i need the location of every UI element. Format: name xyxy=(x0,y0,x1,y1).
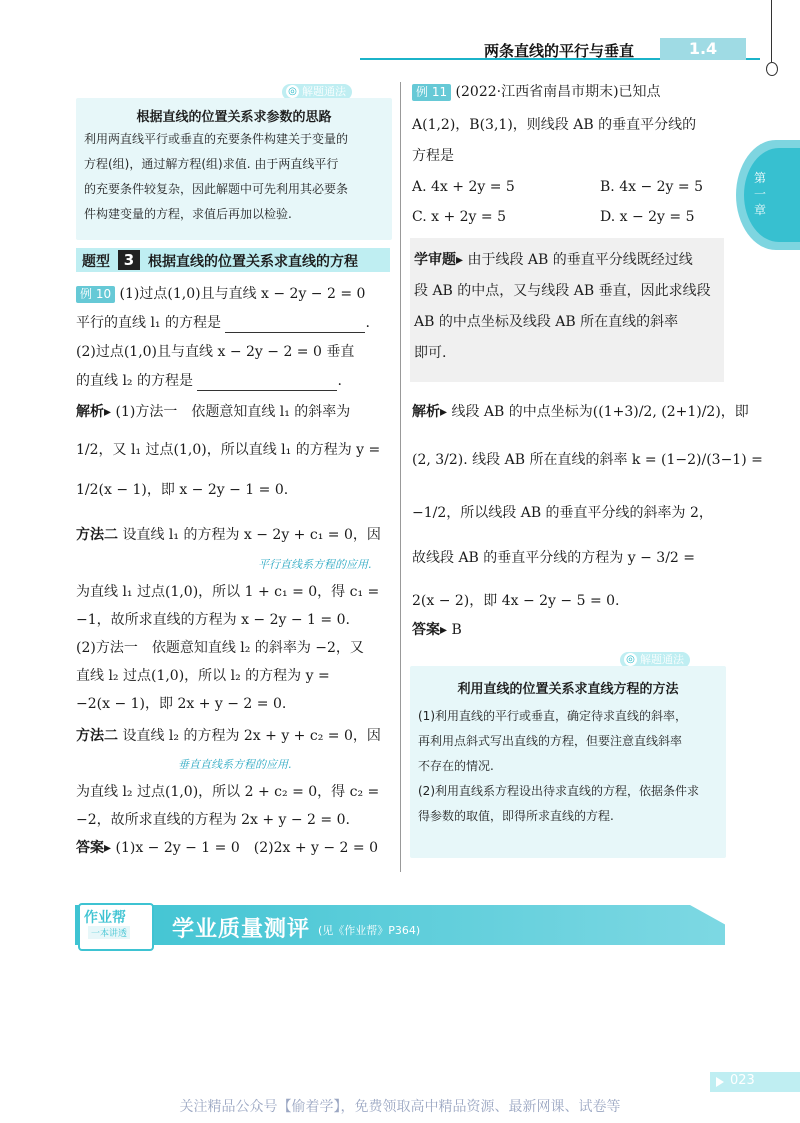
option-c[interactable]: C. x + 2y = 5 xyxy=(412,209,506,225)
example-11-line-3: 方程是 xyxy=(412,148,454,164)
solution-line-2: 1/2，又 l₁ 过点(1,0)，所以直线 l₁ 的方程为 y = xyxy=(76,442,381,458)
solution-label: 解析 xyxy=(76,404,104,420)
tip-line: 得参数的取值，即得所求直线的方程. xyxy=(418,809,614,823)
solution-text: 线段 AB 的中点坐标为((1+3)/2, (2+1)/2)，即 xyxy=(451,404,749,420)
answer-blank[interactable] xyxy=(197,376,337,391)
hanging-ring xyxy=(766,62,778,76)
topic-title: 根据直线的位置关系求直线的方程 xyxy=(148,254,358,270)
solution-text: (1)方法一 依题意知直线 l₁ 的斜率为 xyxy=(115,404,351,420)
example-tag: 例 11 xyxy=(412,84,451,101)
solution-11-line-5: 2(x − 2)，即 4x − 2y − 5 = 0. xyxy=(412,593,620,609)
example-text: 的直线 l₂ 的方程是 xyxy=(76,373,193,389)
solution-text: 设直线 l₁ 的方程为 x − 2y + c₁ = 0，因 xyxy=(122,527,381,543)
tip-icon: ◎ xyxy=(286,85,299,98)
solution-11-line-2: (2, 3/2). 线段 AB 所在直线的斜率 k = (1−2)/(3−1) = xyxy=(412,452,763,468)
example-10-line-4 xyxy=(76,371,342,391)
solution-line-6: −1，故所求直线的方程为 x − 2y − 1 = 0. xyxy=(76,612,350,628)
logo-subtext: 一本讲透 xyxy=(88,926,130,939)
tip-title: 利用直线的位置关系求直线方程的方法 xyxy=(457,682,679,697)
tip-icon: ◎ xyxy=(624,653,637,666)
analysis-line-4: 即可. xyxy=(414,345,447,361)
example-10-line-2 xyxy=(76,313,370,333)
answer-label: 答案 xyxy=(412,622,440,638)
solution-line-3: 1/2(x − 1)，即 x − 2y − 1 = 0. xyxy=(76,482,289,498)
option-d[interactable]: D. x − 2y = 5 xyxy=(600,209,695,225)
solution-line-11: 为直线 l₂ 过点(1,0)，所以 2 + c₂ = 0，得 c₂ = xyxy=(76,784,380,800)
answer-text: (1)x − 2y − 1 = 0 (2)2x + y − 2 = 0 xyxy=(115,840,378,856)
tip-body xyxy=(418,704,722,829)
solution-11-line-1: 解析▸ 线段 AB 的中点坐标为((1+3)/2, (2+1)/2)，即 xyxy=(412,404,749,420)
banner-title: 学业质量测评 xyxy=(172,917,311,942)
example-text: (1)过点(1,0)且与直线 x − 2y − 2 = 0 xyxy=(119,286,366,302)
answer-text: B xyxy=(451,622,462,638)
solution-line-4 xyxy=(76,525,381,545)
answer-11-line: 答案▸ B xyxy=(412,622,462,638)
tip-body xyxy=(84,127,388,227)
section-number: 1.4 xyxy=(660,38,746,60)
analysis-line-1: 学审题▸ 由于线段 AB 的垂直平分线既经过线 xyxy=(414,252,693,268)
solution-line-12: −2，故所求直线的方程为 2x + y − 2 = 0. xyxy=(76,812,350,828)
example-text: (2022·江西省南昌市期末)已知点 xyxy=(455,84,661,100)
solution-11-line-4: 故线段 AB 的垂直平分线的方程为 y − 3/2 = xyxy=(412,550,696,566)
period: . xyxy=(365,315,370,331)
answer-line: 答案▸ (1)x − 2y − 1 = 0 (2)2x + y − 2 = 0 xyxy=(76,840,378,856)
tip-line: (1)利用直线的平行或垂直，确定待求直线的斜率， xyxy=(418,709,687,723)
banner-notch xyxy=(690,905,726,925)
tip-line: 的充要条件较复杂，因此解题中可先利用其必要条 xyxy=(84,182,349,196)
period: . xyxy=(337,373,342,389)
page-arrow-icon xyxy=(716,1077,724,1087)
chapter-label: 第一章 xyxy=(753,171,766,217)
solution-line-7: (2)方法一 依题意知直线 l₂ 的斜率为 −2，又 xyxy=(76,640,364,656)
example-11-line-2: A(1,2)，B(3,1)，则线段 AB 的垂直平分线的 xyxy=(412,117,697,133)
annotation-perpendicular: 垂直直线系方程的应用. xyxy=(178,758,292,771)
analysis-label: 学审题 xyxy=(414,252,456,268)
annotation-parallel: 平行直线系方程的应用. xyxy=(258,558,372,571)
tip-line: 再利用点斜式写出直线的方程，但要注意直线斜率 xyxy=(418,734,683,748)
topic-number: 3 xyxy=(118,250,140,270)
analysis-text: 由于线段 AB 的垂直平分线既经过线 xyxy=(467,252,693,268)
example-tag: 例 10 xyxy=(76,286,115,303)
tip-line: 不存在的情况. xyxy=(418,759,494,773)
solution-text: 设直线 l₂ 的方程为 2x + y + c₂ = 0，因 xyxy=(122,728,381,744)
banner-reference: (见《作业帮》P364) xyxy=(318,924,421,937)
analysis-line-2: 段 AB 的中点，又与线段 AB 垂直，因此求线段 xyxy=(414,283,711,299)
solution-label: 解析 xyxy=(412,404,440,420)
header-title: 两条直线的平行与垂直 xyxy=(484,42,635,60)
tip-line: 方程(组)，通过解方程(组)求值. 由于两直线平行 xyxy=(84,157,339,171)
tip-line: (2)利用直线系方程设出待求直线的方程，依据条件求 xyxy=(418,784,700,798)
solution-line-10 xyxy=(76,726,381,746)
solution-line-5: 为直线 l₁ 过点(1,0)，所以 1 + c₁ = 0，得 c₁ = xyxy=(76,584,380,600)
option-a[interactable]: A. 4x + 2y = 5 xyxy=(412,179,515,195)
method-badge-label: 解题通法 xyxy=(640,653,684,666)
solution-11-line-3: −1/2，所以线段 AB 的垂直平分线的斜率为 2， xyxy=(412,505,713,521)
answer-label: 答案 xyxy=(76,840,104,856)
solution-line-9: −2(x − 1)，即 2x + y − 2 = 0. xyxy=(76,696,287,712)
method-two-label: 方法二 xyxy=(76,728,118,744)
solution-line-8: 直线 l₂ 过点(1,0)，所以 l₂ 的方程为 y = xyxy=(76,668,330,684)
analysis-line-3: AB 的中点坐标及线段 AB 所在直线的斜率 xyxy=(414,314,679,330)
example-10-line-1 xyxy=(76,284,365,304)
answer-blank[interactable] xyxy=(225,318,365,333)
column-divider xyxy=(400,82,401,872)
footer-promo: 关注精品公众号【偷着学】，免费领取高中精品资源、最新网课、试卷等 xyxy=(179,1099,621,1115)
logo-text: 作业帮 xyxy=(84,910,126,926)
tip-line: 件构建变量的方程，求值后再加以检验. xyxy=(84,207,292,221)
example-10-line-3: (2)过点(1,0)且与直线 x − 2y − 2 = 0 垂直 xyxy=(76,344,355,360)
option-b[interactable]: B. 4x − 2y = 5 xyxy=(600,179,703,195)
solution-line-1: 解析▸ (1)方法一 依题意知直线 l₁ 的斜率为 xyxy=(76,404,351,420)
method-two-label: 方法二 xyxy=(76,527,118,543)
example-11-line-1 xyxy=(412,82,661,102)
example-text: 平行的直线 l₁ 的方程是 xyxy=(76,315,221,331)
tip-title: 根据直线的位置关系求参数的思路 xyxy=(136,110,332,125)
method-badge-label: 解题通法 xyxy=(302,85,346,98)
page-number: 023 xyxy=(730,1073,755,1088)
tip-line: 利用两直线平行或垂直的充要条件构建关于变量的 xyxy=(84,132,349,146)
hanging-line xyxy=(771,0,772,62)
topic-label: 题型 xyxy=(82,254,110,270)
